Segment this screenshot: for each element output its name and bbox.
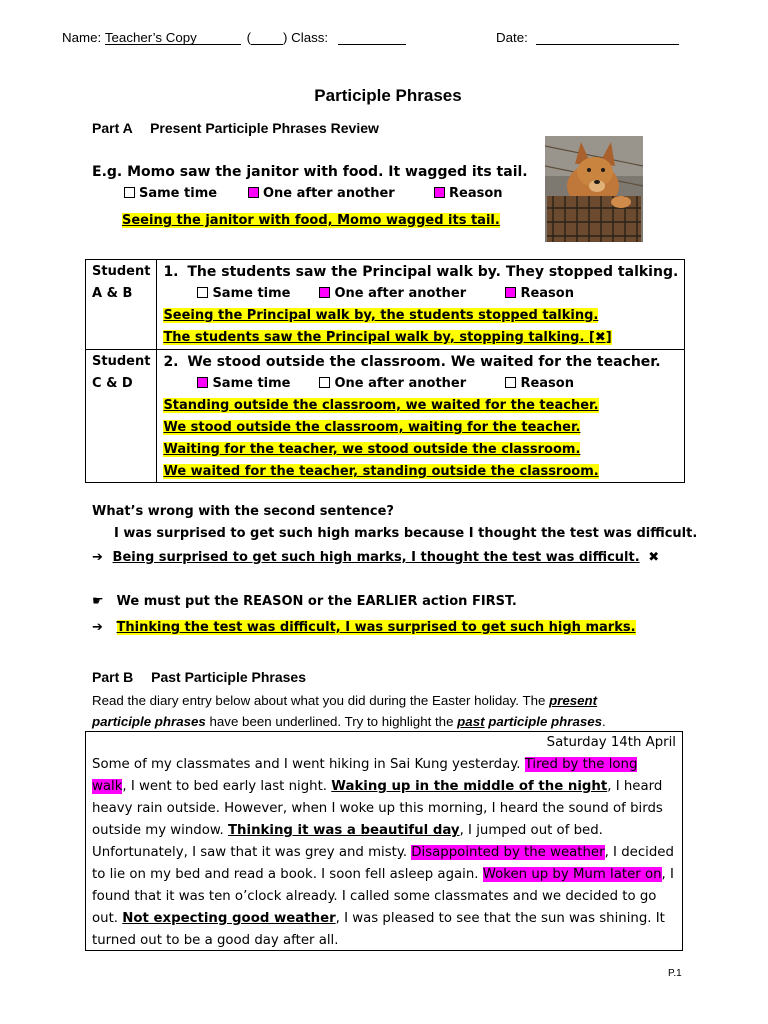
class-label: Class:	[291, 30, 329, 45]
question-text: We stood outside the classroom. We waited for the teacher.	[187, 354, 661, 370]
name-label: Name:	[62, 30, 102, 45]
checkbox-checked-icon[interactable]	[248, 187, 259, 198]
class-line[interactable]	[338, 30, 406, 45]
part-b-heading	[92, 669, 306, 685]
correct-answer-line	[92, 620, 636, 635]
wrong-answer-line	[92, 550, 659, 565]
past-participle-highlight[interactable]: Woken up by Mum later on	[482, 867, 662, 882]
present-participle-underline: Not expecting good weather	[122, 911, 336, 926]
wrong-question: What’s wrong with the second sentence?	[92, 504, 394, 519]
rule-line	[92, 594, 517, 609]
option-label: Reason	[520, 376, 574, 391]
page-title: Participle Phrases	[314, 86, 462, 105]
example-prefix: E.g.	[92, 164, 123, 180]
past-participle-highlight[interactable]: Disappointed by the weather	[411, 845, 605, 860]
student-label: Student	[92, 264, 151, 279]
checkbox-icon[interactable]	[319, 377, 330, 388]
student-group: A & B	[92, 286, 133, 301]
rule-text: We must put the REASON or the EARLIER action FIRST.	[116, 594, 517, 609]
name-line[interactable]	[105, 30, 241, 45]
student-cell	[86, 260, 157, 350]
question-cell	[157, 260, 685, 350]
example-options	[124, 186, 503, 201]
question-2	[163, 351, 678, 373]
checkbox-icon[interactable]	[505, 377, 516, 388]
option-label: Same time	[212, 286, 291, 301]
option-same-time[interactable]	[197, 373, 290, 395]
instr-participle: participle phrases	[92, 714, 206, 729]
checkbox-icon[interactable]	[197, 287, 208, 298]
instr-period: .	[602, 714, 606, 729]
diary-date: Saturday 14th April	[546, 735, 676, 750]
instr-text: Read the diary entry below about what you did during the Easter holiday. The	[92, 693, 546, 708]
paren-close: )	[283, 30, 288, 45]
student-cell	[86, 350, 157, 483]
checkbox-icon[interactable]	[124, 187, 135, 198]
option-one-after-another[interactable]	[248, 186, 395, 201]
table-row	[86, 260, 685, 350]
option-label: One after another	[263, 186, 395, 201]
part-b-label: Part B	[92, 669, 134, 685]
answer-line	[163, 395, 678, 417]
option-one-after-another[interactable]	[319, 283, 466, 305]
instr-participle: participle phrases	[488, 714, 603, 729]
present-participle-underline: Thinking it was a beautiful day	[227, 823, 460, 838]
option-same-time[interactable]	[124, 186, 217, 201]
past-participle-highlight[interactable]: Tired by the long walk	[92, 757, 638, 794]
answer-line	[163, 305, 678, 327]
part-a-heading	[92, 120, 379, 136]
dog-photo	[545, 136, 643, 242]
option-reason[interactable]	[434, 186, 503, 201]
page-number: P.1	[668, 968, 682, 979]
student-group: C & D	[92, 376, 133, 391]
question-1	[163, 261, 678, 283]
cross-icon: ✖	[648, 550, 660, 565]
option-label: One after another	[334, 286, 467, 301]
question-text: The students saw the Principal walk by. They stopped talking.	[187, 264, 679, 280]
header-row: Name: Teacher’s Copy ( ) Class:	[62, 30, 702, 48]
arrow-right-icon: ➔	[92, 620, 103, 635]
example-answer	[122, 213, 500, 228]
answer-text: We waited for the teacher, standing outside the classroom.	[163, 464, 599, 479]
present-participle-underline: Waking up in the middle of the night	[331, 779, 608, 794]
answer-line	[163, 327, 678, 349]
part-a-title: Present Participle Phrases Review	[150, 120, 379, 136]
diary-text: Some of my classmates and I went hiking in Sai Kung yesterday. Tired by the long walk, I went to bed early last night. Waking up in the middle of the night, I heard heavy rain outside. However, when I woke up this morning, I heard the sound of birds outside my window. Thinking it was a beautiful day, I jumped out of bed. Unfortunately, I saw that it was grey and misty. Disappointed by the weather, I decided to lie on my bed and read a book. I soon fell asleep again. Woken up by Mum later on, I found that it was ten o’clock already. I called some classmates and we decided to go out. Not expecting good weather, I was pleased to see that the sun was shining. It turned out to be a good day after all.	[92, 757, 674, 948]
question-cell	[157, 350, 685, 483]
option-reason[interactable]	[505, 283, 574, 305]
date-line[interactable]	[536, 30, 679, 45]
checkbox-checked-icon[interactable]	[434, 187, 445, 198]
date-label: Date:	[496, 30, 528, 45]
option-same-time[interactable]	[197, 283, 290, 305]
diary-entry	[85, 731, 683, 951]
answer-line	[163, 439, 678, 461]
example-text: Momo saw the janitor with food. It wagged its tail.	[127, 164, 528, 180]
pointing-hand-icon: ☛	[92, 594, 104, 609]
question-number: 1.	[163, 264, 179, 280]
answer-line	[163, 461, 678, 483]
answer-text: The students saw the Principal walk by, stopping talking. [✖]	[163, 330, 612, 345]
option-one-after-another[interactable]	[319, 373, 466, 395]
option-label: Same time	[139, 186, 218, 201]
instr-past: past	[457, 714, 485, 729]
instr-text: have been underlined. Try to highlight the	[209, 714, 454, 729]
checkbox-checked-icon[interactable]	[505, 287, 516, 298]
example-sentence	[92, 164, 528, 180]
example-answer-text: Seeing the janitor with food, Momo wagged its tail.	[122, 213, 500, 228]
question-2-options	[163, 373, 678, 395]
part-a-label: Part A	[92, 120, 133, 136]
table-row	[86, 350, 685, 483]
option-label: Same time	[212, 376, 291, 391]
part-b-title: Past Participle Phrases	[151, 669, 306, 685]
part-b-instructions	[92, 690, 652, 732]
wrong-answer-text: Being surprised to get such high marks, I thought the test was difficult.	[112, 550, 640, 565]
dog-photo-svg	[545, 136, 643, 242]
answer-line	[163, 417, 678, 439]
student-label: Student	[92, 354, 151, 369]
checkbox-checked-icon[interactable]	[197, 377, 208, 388]
paren-open: (	[246, 30, 252, 45]
question-1-options	[163, 283, 678, 305]
option-label: Reason	[449, 186, 503, 201]
wrong-sentence: I was surprised to get such high marks because I thought the test was difficult.	[114, 526, 698, 541]
checkbox-checked-icon[interactable]	[319, 287, 330, 298]
class-number-line[interactable]	[251, 30, 283, 45]
question-number: 2.	[163, 354, 179, 370]
answer-text: Waiting for the teacher, we stood outside the classroom.	[163, 442, 581, 457]
option-label: One after another	[334, 376, 467, 391]
arrow-right-icon: ➔	[92, 550, 103, 565]
answer-text: We stood outside the classroom, waiting for the teacher.	[163, 420, 581, 435]
correct-answer-text: Thinking the test was difficult, I was surprised to get such high marks.	[116, 620, 636, 635]
date-field	[496, 30, 679, 45]
answer-text: Standing outside the classroom, we waited for the teacher.	[163, 398, 599, 413]
answer-text: Seeing the Principal walk by, the students stopped talking.	[163, 308, 599, 323]
option-reason[interactable]	[505, 373, 574, 395]
option-label: Reason	[520, 286, 574, 301]
question-table	[85, 259, 685, 483]
instr-present: present	[549, 693, 598, 708]
